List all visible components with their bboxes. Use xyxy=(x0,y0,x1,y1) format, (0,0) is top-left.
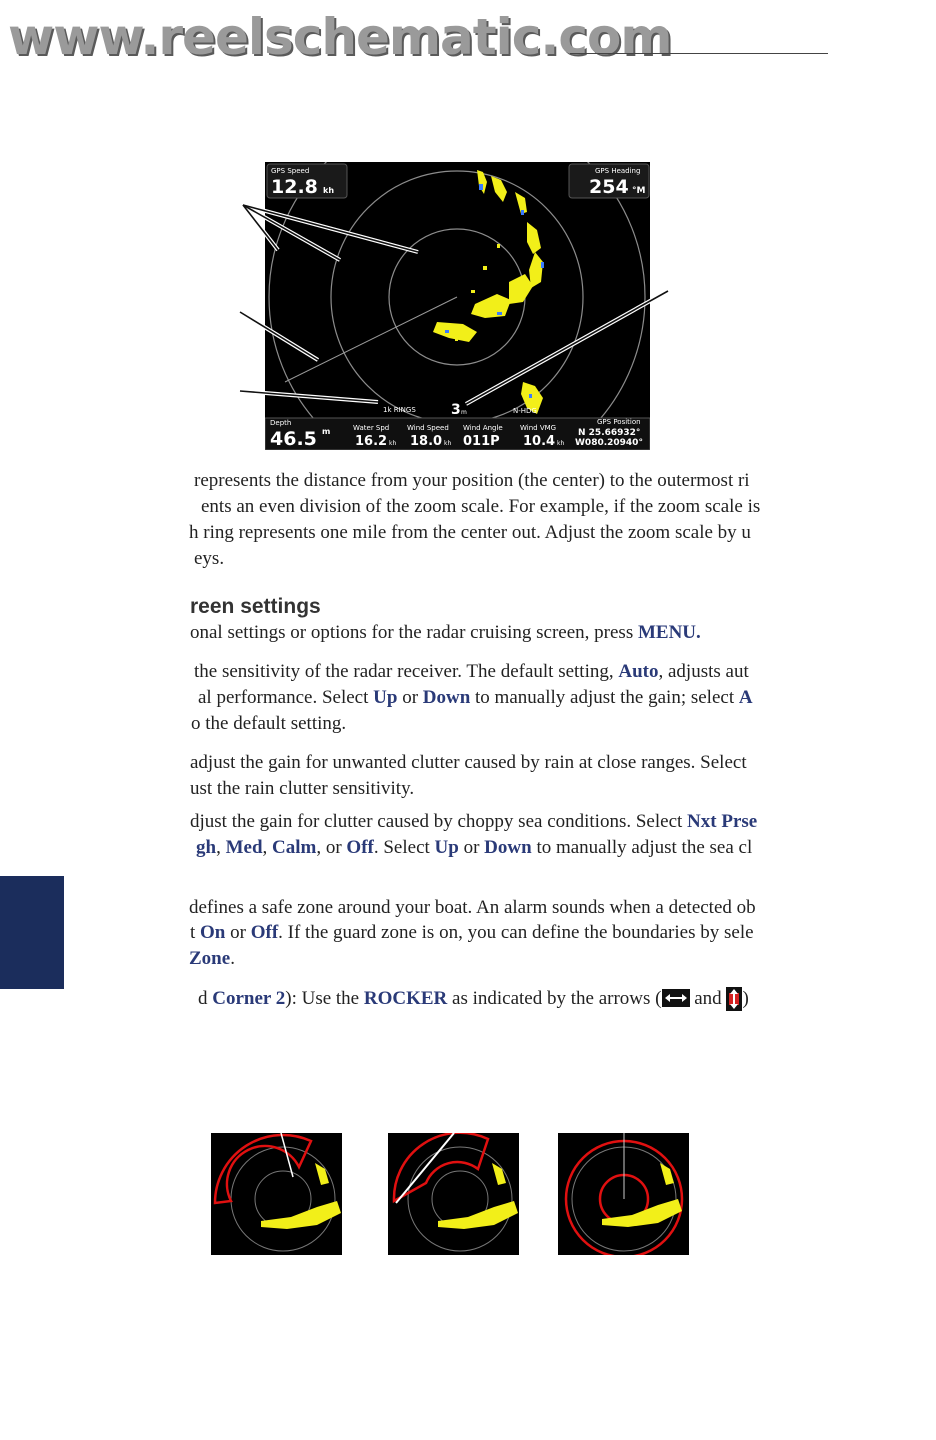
off-keyword: Off xyxy=(346,837,374,858)
down-keyword: Down xyxy=(484,837,532,858)
corner-2-keyword: Corner 2 xyxy=(212,988,286,1009)
and-text: and xyxy=(689,988,727,1009)
gps-speed-value: 12.8 xyxy=(271,176,318,198)
watermark: www.reelschematic.com xyxy=(8,8,672,66)
vertical-arrows-icon xyxy=(726,987,742,1011)
water-speed-unit: kh xyxy=(389,440,397,447)
depth-value: 46.5 xyxy=(270,428,317,450)
paragraph-5-line-2 xyxy=(196,837,752,859)
wind-speed-label: Wind Speed xyxy=(407,424,449,432)
up-keyword: Up xyxy=(373,687,398,708)
close-paren: ) xyxy=(742,988,749,1009)
rocker-keyword: ROCKER xyxy=(363,988,448,1009)
up-keyword: Up xyxy=(434,837,459,858)
range-unit: m xyxy=(461,409,467,416)
paragraph-4-line-1: adjust the gain for unwanted clutter caused by rain at close ranges. Select xyxy=(190,752,747,773)
wind-vmg-unit: kh xyxy=(557,440,565,447)
gps-heading-label: GPS Heading xyxy=(595,167,641,175)
p3-text-d: to manually adjust the gain; select xyxy=(470,687,739,708)
gps-heading-unit: °M xyxy=(632,186,646,196)
p2-text: onal settings or options for the radar cruising screen, press xyxy=(190,622,638,643)
wind-angle-label: Wind Angle xyxy=(463,424,503,432)
down-keyword: Down xyxy=(422,687,471,708)
gps-heading-value: 254 xyxy=(589,176,629,198)
comma: , xyxy=(216,837,226,858)
p6-text-b: . If the guard zone is on, you can define the boundaries by sele xyxy=(278,922,754,943)
wind-speed-unit: kh xyxy=(444,440,452,447)
gps-speed-label: GPS Speed xyxy=(271,167,310,175)
depth-label: Depth xyxy=(270,419,292,427)
range-value: 3 xyxy=(451,402,461,418)
p5-text-end: to manually adjust the sea cl xyxy=(531,837,753,858)
p3-or: or xyxy=(397,687,423,708)
or-text: or xyxy=(225,922,251,943)
water-speed-label: Water Spd xyxy=(353,424,390,432)
water-speed-value: 16.2 xyxy=(355,434,388,449)
p6-text-t: t xyxy=(190,922,201,943)
paragraph-1-line-3: h ring represents one mile from the center out. Adjust the zoom scale by u xyxy=(189,522,751,543)
paragraph-1-line-1: represents the distance from your position (the center) to the outermost ri xyxy=(194,470,750,491)
p7-text-d: d xyxy=(198,988,213,1009)
calm-keyword: Calm xyxy=(272,837,317,858)
paragraph-3-line-1 xyxy=(194,661,749,683)
zone-keyword: Zone xyxy=(189,948,231,969)
comma: , xyxy=(262,837,273,858)
paragraph-3-line-2 xyxy=(198,687,753,709)
select-text: . Select xyxy=(373,837,435,858)
menu-key: MENU. xyxy=(637,622,701,643)
paragraph-1-line-2: ents an even division of the zoom scale. For example, if the zoom scale is xyxy=(201,496,761,517)
p7-text-b: as indicated by the arrows ( xyxy=(447,988,662,1009)
p3-text-c: al performance. Select xyxy=(198,687,374,708)
section-side-tab xyxy=(0,876,64,989)
auto-keyword: Auto xyxy=(618,661,659,682)
wind-angle-value: 011P xyxy=(463,434,500,449)
paragraph-2 xyxy=(190,622,701,644)
wind-vmg-label: Wind VMG xyxy=(520,424,557,432)
paragraph-6-line-3 xyxy=(189,948,235,970)
high-keyword: gh xyxy=(196,837,217,858)
wind-vmg-value: 10.4 xyxy=(523,434,556,449)
paragraph-3-line-3: o the default setting. xyxy=(191,713,347,734)
gps-position-label: GPS Position xyxy=(597,418,641,426)
on-keyword: On xyxy=(200,922,226,943)
nxt-prset-keyword: Nxt Prse xyxy=(687,811,758,832)
paragraph-1-line-4: eys. xyxy=(194,548,225,569)
p7-text-a: ): Use the xyxy=(285,988,364,1009)
auto-keyword-partial: A xyxy=(738,687,753,708)
med-keyword: Med xyxy=(225,837,263,858)
guard-zone-thumbnail-3 xyxy=(558,1133,689,1255)
orientation-label: N-HDG xyxy=(513,407,537,415)
paragraph-6-line-2 xyxy=(190,922,754,944)
p3-text-a: the sensitivity of the radar receiver. The default setting, xyxy=(194,661,619,682)
horizontal-arrows-icon xyxy=(662,989,690,1007)
paragraph-6-line-1: defines a safe zone around your boat. An alarm sounds when a detected ob xyxy=(189,897,756,918)
header-rule xyxy=(570,53,828,54)
rings-label: 1k RINGS xyxy=(383,406,416,414)
paragraph-7 xyxy=(198,987,749,1011)
p5-text-a: djust the gain for clutter caused by choppy sea conditions. Select xyxy=(190,811,688,832)
section-heading: reen settings xyxy=(190,595,321,618)
radar-screen-image xyxy=(265,162,650,450)
guard-zone-thumbnail-1 xyxy=(211,1133,342,1255)
depth-unit: m xyxy=(322,427,331,436)
paragraph-4-line-2: ust the rain clutter sensitivity. xyxy=(190,778,415,799)
wind-speed-value: 18.0 xyxy=(410,434,443,449)
period: . xyxy=(230,948,235,969)
p3-text-b: , adjusts aut xyxy=(658,661,749,682)
paragraph-5-line-1 xyxy=(190,811,757,833)
gps-speed-unit: kh xyxy=(323,186,335,195)
or-text: or xyxy=(458,837,485,858)
or-text: , or xyxy=(316,837,347,858)
gps-position-lon: W080.20940° xyxy=(575,438,643,448)
guard-zone-thumbnail-2 xyxy=(388,1133,519,1255)
off-keyword: Off xyxy=(250,922,279,943)
gps-position-lat: N 25.66932° xyxy=(578,428,641,438)
